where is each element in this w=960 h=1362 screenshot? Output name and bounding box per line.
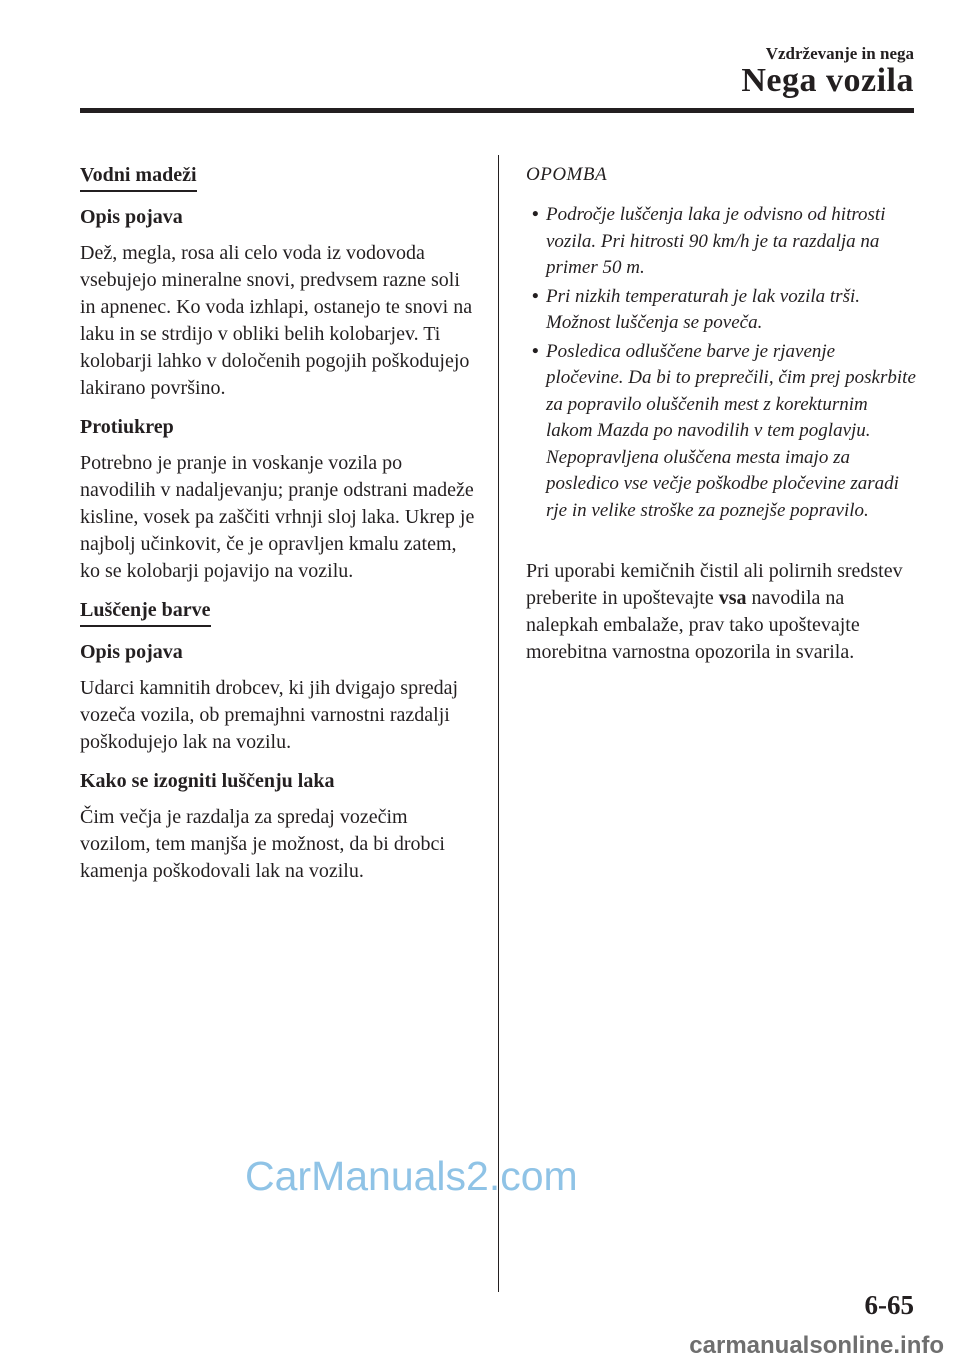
note-item [526,284,916,337]
header-rule [80,108,914,113]
note-text: Posledica odluščene barve je rjavenje pločevine. Da bi to preprečili, čim prej poskrbite za popravilo oluščenih mest z korekturnim lakom Mazda po navodilih v tem poglavju. Nepopravljena oluščena mesta imajo za posledico vse večje poškodbe pločevine zaradi rje in velike stroške za poznejše popravilo. [546,340,916,521]
subheading-countermeasure: Protiukrep [80,416,174,438]
bullet-icon: • [532,285,539,307]
emphasis-all: vsa [718,587,747,609]
section-title-water-stains: Vodni madeži [80,162,197,192]
section-header: Vzdrževanje in nega [765,44,914,63]
subheading-description: Opis pojava [80,206,183,228]
footer-watermark: carmanualsonline.info [689,1332,944,1359]
note-text: Pri nizkih temperaturah je lak vozila trši. Možnost luščenja se poveča. [546,285,861,333]
page-number: 6-65 [864,1290,914,1320]
column-divider [498,155,499,1292]
right-column [526,162,916,678]
footer-bar [0,1332,960,1362]
left-column [80,162,480,897]
note-item [526,202,916,282]
paragraph-water-countermeasure: Potrebno je pranje in voskanje vozila po navodilih v nadaljevanju; pranje odstrani madeže kisline, vosek pa zaščiti vrhnji sloj laka. Ukrep je najbolj učinkovit, če je opravljen kmalu zatem, ko se kolobarji pojavijo na vozilu. [80,452,475,582]
page-title: Nega vozila [741,62,914,99]
section-title-paint-chipping: Luščenje barve [80,597,211,627]
note-heading: OPOMBA [526,164,608,185]
paragraph-text-start: Pri uporabi kemičnih čistil ali polirnih sredstev preberite in upoštevajte [526,560,903,609]
paragraph-cleaning-products [526,558,916,666]
paragraph-chip-avoid: Čim večja je razdalja za spredaj vozečim vozilom, tem manjša je možnost, da bi drobci kamenja poškodovali lak na vozilu. [80,806,445,882]
bullet-icon: • [532,340,539,362]
note-list [526,202,916,524]
note-text: Področje luščenja laka je odvisno od hitrosti vozila. Pri hitrosti 90 km/h je ta razdalja na primer 50 m. [546,204,886,278]
paragraph-text-end: navodila na nalepkah embalaže, prav tako upoštevajte morebitna varnostna opozorila in svarila. [526,587,860,663]
bullet-icon: • [532,204,539,225]
paragraph-chip-description: Udarci kamnitih drobcev, ki jih dvigajo spredaj vozeča vozila, ob premajhni varnostni razdalji poškodujejo lak na vozilu. [80,677,459,753]
paragraph-water-description: Dež, megla, rosa ali celo voda iz vodovoda vsebujejo mineralne snovi, predvsem razne soli in apnenec. Ko voda izhlapi, ostanejo te snovi na laku in se strdijo v obliki belih kolobarjev. Ti kolobarji lahko v določenih pogojih poškodujejo lakirano površino. [80,242,473,399]
subheading-description: Opis pojava [80,641,183,663]
subheading-how-to-avoid: Kako se izogniti luščenju laka [80,770,335,792]
watermark: CarManuals2.com [245,1153,578,1199]
note-item [526,339,916,525]
